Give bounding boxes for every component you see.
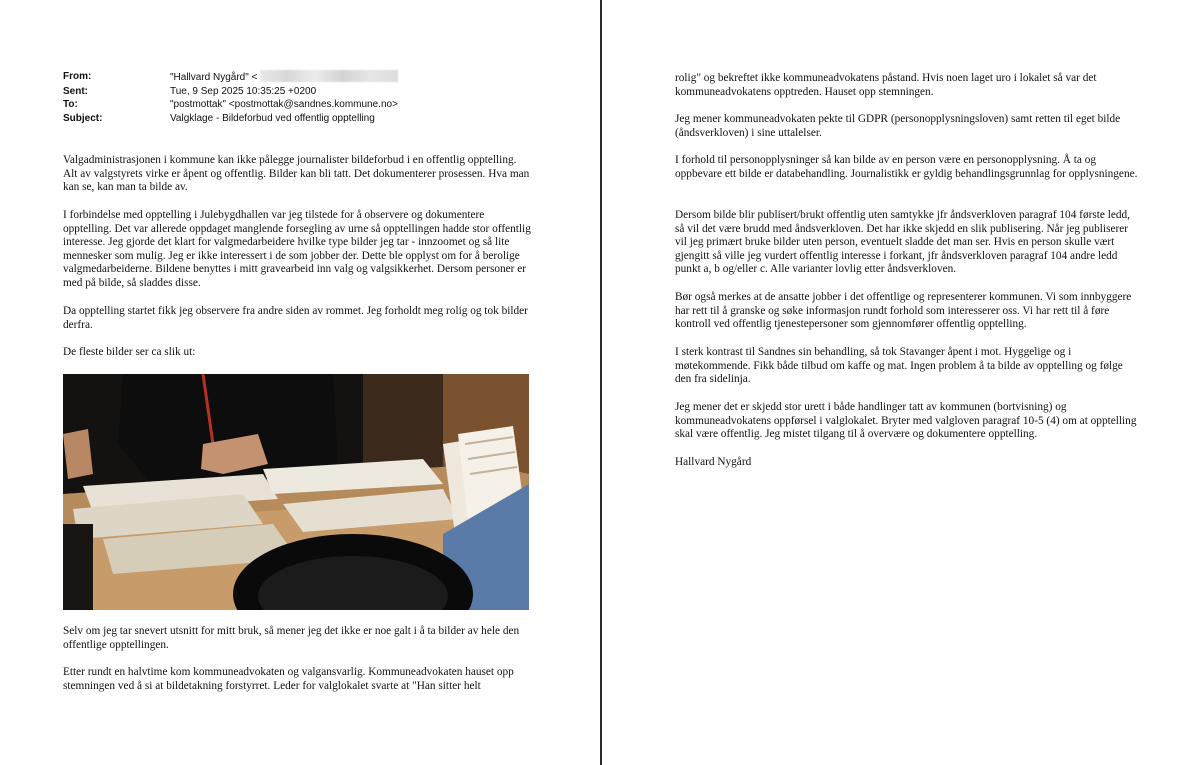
left-paragraph-6: Etter rundt en halvtime kom kommuneadvokaten og valgansvarlig. Kommuneadvokaten hauset opp stemningen ved å si at bildetakning forstyrret. Leder for valglokalet svarte at "Han sitter helt xyxy=(63,666,514,692)
redacted-email xyxy=(260,70,398,82)
right-paragraph-6: I sterk kontrast til Sandnes sin behandling, så tok Stavanger åpent i mot. Hyggelige og i møtekommende. Fikk både tilbud om kaffe og mat. Ingen problem å ta bilde av opptelling og følge den fra sidelinja. xyxy=(675,346,1123,386)
to-row xyxy=(63,98,583,112)
sent-value: Tue, 9 Sep 2025 10:35:25 +0200 xyxy=(170,85,317,97)
right-paragraph-3: I forhold til personopplysninger så kan bilde av en person være en personopplysning. Å ta og oppbevare ett bilde er databehandling. Journalistikk er gyldig behandlingsgrunnlag for opplysningene. xyxy=(675,154,1138,180)
page-divider xyxy=(600,0,602,765)
sent-label: Sent: xyxy=(63,85,88,97)
right-page xyxy=(603,0,1200,765)
sent-row xyxy=(63,85,583,99)
right-paragraph-7: Jeg mener det er skjedd stor urett i både handlinger tatt av kommunen (bortvisning) og kommuneadvokatens oppførsel i valglokalet. Bryter med valgloven paragraf 10-5 (4) om at opptelling skal være offentlig. Jeg mistet tilgang til å overvære og dokumentere opptelling. xyxy=(675,401,1137,441)
to-label: To: xyxy=(63,99,78,110)
right-paragraph-4: Dersom bilde blir publisert/brukt offentlig uten samtykke jfr åndsverkloven paragraf 104 første ledd, så vil det være brudd med åndsverkloven. Det har ikke skjedd en slik publisering. Når jeg publiserer vil jeg primært bruke bilder uten person, eventuelt sladde det man ser. Hvis en person skulle vært gjengitt så ville jeg vurdert offentlig interesse i forkant, jfr åndsverkloven paragraf 104 andre ledd punkt a, b og/eller c. Alle varianter lovlig etter åndsverkloven. xyxy=(675,209,1130,276)
subject-row xyxy=(63,112,583,126)
from-value: "Hallvard Nygård" < xyxy=(170,72,258,83)
from-row xyxy=(63,70,583,85)
signature: Hallvard Nygård xyxy=(675,456,752,468)
right-paragraph-1: rolig" og bekreftet ikke kommuneadvokatens påstand. Hvis noen laget uro i lokalet så var det kommuneadvokatens opptreden. Hauset opp stemningen. xyxy=(675,72,1097,98)
vote-counting-photo xyxy=(63,374,529,610)
right-paragraph-5: Bør også merkes at de ansatte jobber i det offentlige og representerer kommunen. Vi som innbyggere har rett til å granske og søke informasjon rundt forhold som interesserer oss. Vi har rett til å føre kontroll ved offentlig tjenestepersoner som gjennomfører offentlig opptelling. xyxy=(675,291,1132,331)
left-paragraph-2: I forbindelse med opptelling i Julebygdhallen var jeg tilstede for å observere og dokumentere opptelling. Det var allerede oppdaget manglende forsegling av urne så opptellingen hadde stor offentlig interesse. Jeg gjorde det klart for valgmedarbeidere hvilke type bilder jeg tar - innzoomet og så lite mennesker som mulig. Jeg er ikke interessert i de som jobber der. Dette ble opplyst om for å berolige valgmedarbeiderne. Bildene benyttes i mitt gravearbeid inn valg og valgsikkerhet. Dersom personer er med på bilde, så sladdes disse. xyxy=(63,209,531,289)
email-header xyxy=(63,70,583,125)
left-paragraph-5: Selv om jeg tar snevert utsnitt for mitt bruk, så mener jeg det ikke er noe galt i å ta bilder av hele den offentlige opptellingen. xyxy=(63,625,520,651)
to-value: "postmottak" <postmottak@sandnes.kommune.no> xyxy=(170,99,398,110)
left-paragraph-1: Valgadministrasjonen i kommune kan ikke pålegge journalister bildeforbud i en offentlig opptelling. Alt av valgstyrets virke er åpent og offentlig. Bilder kan bli tatt. Det dokumenterer prosessen. Hva man kan se, kan man ta bilde av. xyxy=(63,154,530,194)
right-paragraph-2: Jeg mener kommuneadvokaten pekte til GDPR (personopplysningsloven) samt retten til eget bilde (åndsverkloven) i sine uttalelser. xyxy=(675,113,1121,139)
subject-label: Subject: xyxy=(63,112,103,124)
left-paragraph-3: Da opptelling startet fikk jeg observere fra andre siden av rommet. Jeg forholdt meg rolig og tok bilder derfra. xyxy=(63,305,528,331)
left-paragraph-4: De fleste bilder ser ca slik ut: xyxy=(63,346,196,358)
from-label: From: xyxy=(63,71,92,82)
subject-value: Valgklage - Bildeforbud ved offentlig opptelling xyxy=(170,112,375,124)
